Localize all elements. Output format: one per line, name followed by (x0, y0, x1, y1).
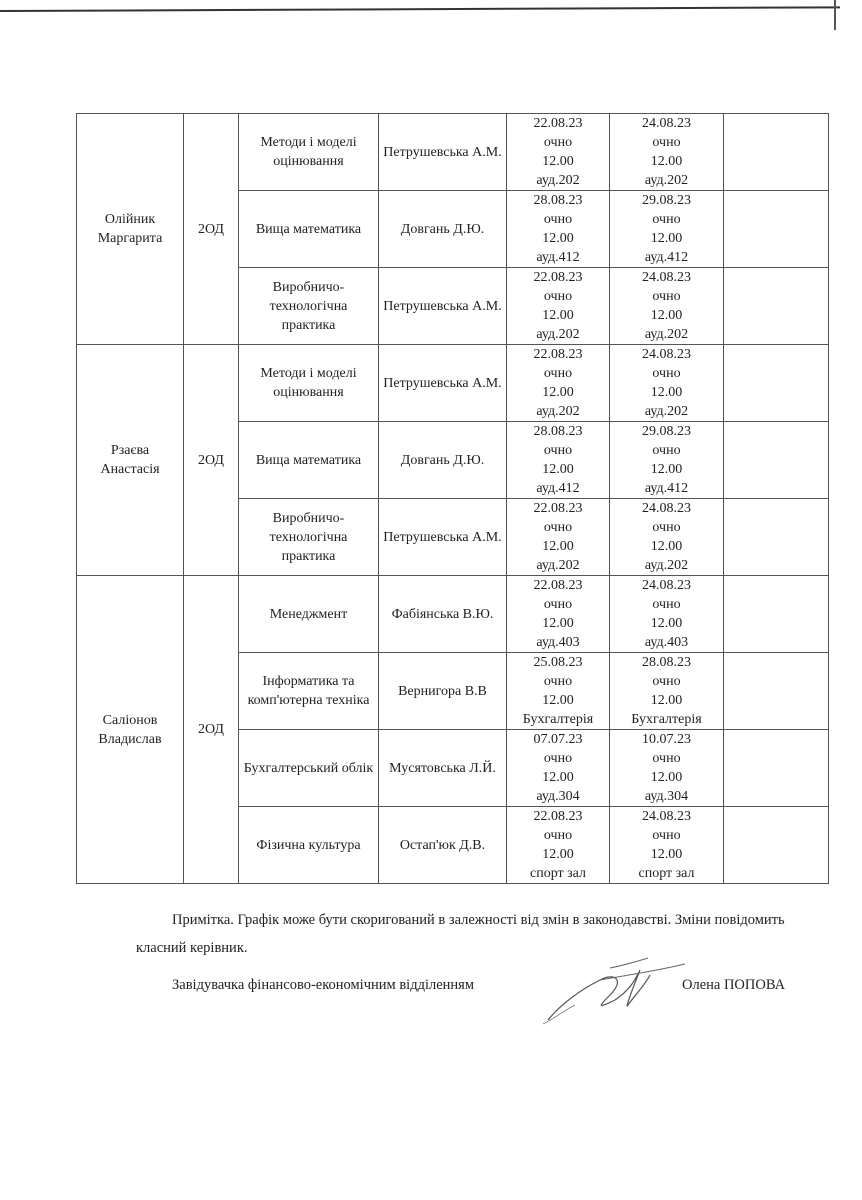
date-text: 22.08.23 (533, 578, 583, 593)
empty-cell (724, 499, 829, 576)
empty-cell (724, 268, 829, 345)
subject-name: Вища математика (239, 422, 379, 499)
retake-date-cell (610, 345, 724, 422)
room-text: ауд.202 (536, 558, 580, 573)
schedule-table (76, 113, 829, 884)
format-text: очно (543, 751, 573, 766)
teacher-name: Петрушевська А.М. (379, 114, 507, 191)
format-text: очно (652, 212, 681, 227)
subject-name: Бухгалтерський облік (239, 730, 379, 807)
time-text: 12.00 (542, 616, 574, 631)
student-name: Олійник Маргарита (77, 114, 184, 345)
format-text: очно (543, 520, 573, 535)
format-text: очно (543, 597, 573, 612)
exam-date-cell (507, 268, 610, 345)
time-text: 12.00 (542, 847, 574, 862)
date-text: 24.08.23 (642, 809, 691, 824)
time-text: 12.00 (650, 616, 683, 631)
teacher-name: Петрушевська А.М. (379, 499, 507, 576)
retake-date-cell (610, 730, 724, 807)
format-text: очно (652, 135, 681, 150)
date-text: 29.08.23 (642, 193, 691, 208)
teacher-name: Мусятовська Л.Й. (379, 730, 507, 807)
date-text: 24.08.23 (642, 270, 691, 285)
time-text: 12.00 (650, 462, 683, 477)
time-text: 12.00 (650, 308, 683, 323)
exam-date-cell (507, 807, 610, 884)
time-text: 12.00 (650, 770, 683, 785)
date-text: 07.07.23 (533, 732, 583, 747)
scan-edge-top (0, 0, 840, 12)
time-text: 12.00 (542, 385, 574, 400)
time-text: 12.00 (650, 154, 683, 169)
teacher-name: Остап'юк Д.В. (379, 807, 507, 884)
exam-date-cell (507, 345, 610, 422)
time-text: 12.00 (542, 462, 574, 477)
format-text: очно (543, 828, 573, 843)
room-text: ауд.202 (644, 558, 689, 573)
format-text: очно (543, 212, 573, 227)
format-text: очно (652, 366, 681, 381)
format-text: очно (543, 366, 573, 381)
date-text: 29.08.23 (642, 424, 691, 439)
empty-cell (724, 191, 829, 268)
room-text: ауд.412 (644, 481, 689, 496)
date-text: 24.08.23 (642, 501, 691, 516)
note-text: Примітка. Графік може бути скоригований в залежності від змін в законодавстві. Зміни повідомить класний керівник. (136, 912, 785, 956)
format-text: очно (543, 135, 573, 150)
table-row (77, 114, 829, 191)
date-text: 25.08.23 (533, 655, 583, 670)
exam-date-cell (507, 191, 610, 268)
time-text: 12.00 (650, 231, 683, 246)
room-text: спорт зал (638, 866, 695, 881)
date-text: 22.08.23 (533, 347, 583, 362)
room-text: Бухгалтерія (631, 712, 702, 727)
room-text: ауд.202 (536, 327, 580, 342)
exam-date-cell (507, 422, 610, 499)
empty-cell (724, 730, 829, 807)
room-text: ауд.202 (644, 173, 689, 188)
room-text: Бухгалтерія (522, 712, 594, 727)
date-text: 22.08.23 (533, 270, 583, 285)
format-text: очно (652, 289, 681, 304)
retake-date-cell (610, 499, 724, 576)
retake-date-cell (610, 114, 724, 191)
empty-cell (724, 422, 829, 499)
signatory-position: Завідувачка фінансово-економічним відділенням (172, 977, 475, 993)
retake-date-cell (610, 576, 724, 653)
date-text: 10.07.23 (642, 732, 691, 747)
subject-name: Інформатика та комп'ютерна техніка (239, 653, 379, 730)
room-text: ауд.304 (536, 789, 580, 804)
date-text: 22.08.23 (533, 809, 583, 824)
format-text: очно (543, 289, 573, 304)
time-text: 12.00 (650, 539, 683, 554)
teacher-name: Вернигора В.В (379, 653, 507, 730)
group-code: 2ОД (184, 345, 239, 576)
format-text: очно (652, 597, 681, 612)
retake-date-cell (610, 807, 724, 884)
date-text: 22.08.23 (533, 116, 583, 131)
date-text: 24.08.23 (642, 116, 691, 131)
date-text: 22.08.23 (533, 501, 583, 516)
subject-name: Методи і моделі оцінювання (239, 345, 379, 422)
room-text: ауд.202 (536, 173, 580, 188)
room-text: спорт зал (530, 866, 586, 881)
subject-name: Вища математика (239, 191, 379, 268)
subject-name: Виробничо-технологічна практика (239, 268, 379, 345)
teacher-name: Довгань Д.Ю. (379, 422, 507, 499)
teacher-name: Петрушевська А.М. (379, 345, 507, 422)
room-text: ауд.202 (644, 327, 689, 342)
exam-date-cell (507, 653, 610, 730)
room-text: ауд.412 (644, 250, 689, 265)
time-text: 12.00 (542, 539, 574, 554)
signatory-name: Олена ПОПОВА (682, 977, 786, 993)
room-text: ауд.202 (536, 404, 580, 419)
subject-name: Фізична культура (239, 807, 379, 884)
empty-cell (724, 345, 829, 422)
retake-date-cell (610, 422, 724, 499)
format-text: очно (652, 674, 681, 689)
date-text: 24.08.23 (642, 347, 691, 362)
table-row (77, 576, 829, 653)
student-name: Рзаєва Анастасія (77, 345, 184, 576)
empty-cell (724, 576, 829, 653)
date-text: 28.08.23 (642, 655, 691, 670)
time-text: 12.00 (650, 693, 683, 708)
subject-name: Методи і моделі оцінювання (239, 114, 379, 191)
exam-date-cell (507, 576, 610, 653)
format-text: очно (652, 828, 681, 843)
room-text: ауд.403 (644, 635, 689, 650)
time-text: 12.00 (542, 308, 574, 323)
signature-image (540, 950, 690, 1030)
time-text: 12.00 (650, 847, 683, 862)
room-text: ауд.403 (536, 635, 580, 650)
format-text: очно (652, 751, 681, 766)
exam-date-cell (507, 499, 610, 576)
retake-date-cell (610, 653, 724, 730)
time-text: 12.00 (542, 693, 574, 708)
subject-name: Виробничо-технологічна практика (239, 499, 379, 576)
format-text: очно (652, 520, 681, 535)
retake-date-cell (610, 268, 724, 345)
group-code: 2ОД (184, 576, 239, 884)
date-text: 24.08.23 (642, 578, 691, 593)
time-text: 12.00 (542, 231, 574, 246)
exam-date-cell (507, 114, 610, 191)
empty-cell (724, 114, 829, 191)
time-text: 12.00 (650, 385, 683, 400)
student-name: Саліонов Владислав (77, 576, 184, 884)
format-text: очно (543, 443, 573, 458)
empty-cell (724, 807, 829, 884)
scan-edge-right (834, 0, 836, 30)
room-text: ауд.202 (644, 404, 689, 419)
room-text: ауд.304 (644, 789, 689, 804)
format-text: очно (543, 674, 573, 689)
teacher-name: Фабіянська В.Ю. (379, 576, 507, 653)
format-text: очно (652, 443, 681, 458)
time-text: 12.00 (542, 770, 574, 785)
group-code: 2ОД (184, 114, 239, 345)
room-text: ауд.412 (536, 250, 580, 265)
subject-name: Менеджмент (239, 576, 379, 653)
retake-date-cell (610, 191, 724, 268)
table-row (77, 345, 829, 422)
teacher-name: Петрушевська А.М. (379, 268, 507, 345)
exam-date-cell (507, 730, 610, 807)
teacher-name: Довгань Д.Ю. (379, 191, 507, 268)
time-text: 12.00 (542, 154, 574, 169)
date-text: 28.08.23 (533, 424, 583, 439)
date-text: 28.08.23 (533, 193, 583, 208)
empty-cell (724, 653, 829, 730)
room-text: ауд.412 (536, 481, 580, 496)
